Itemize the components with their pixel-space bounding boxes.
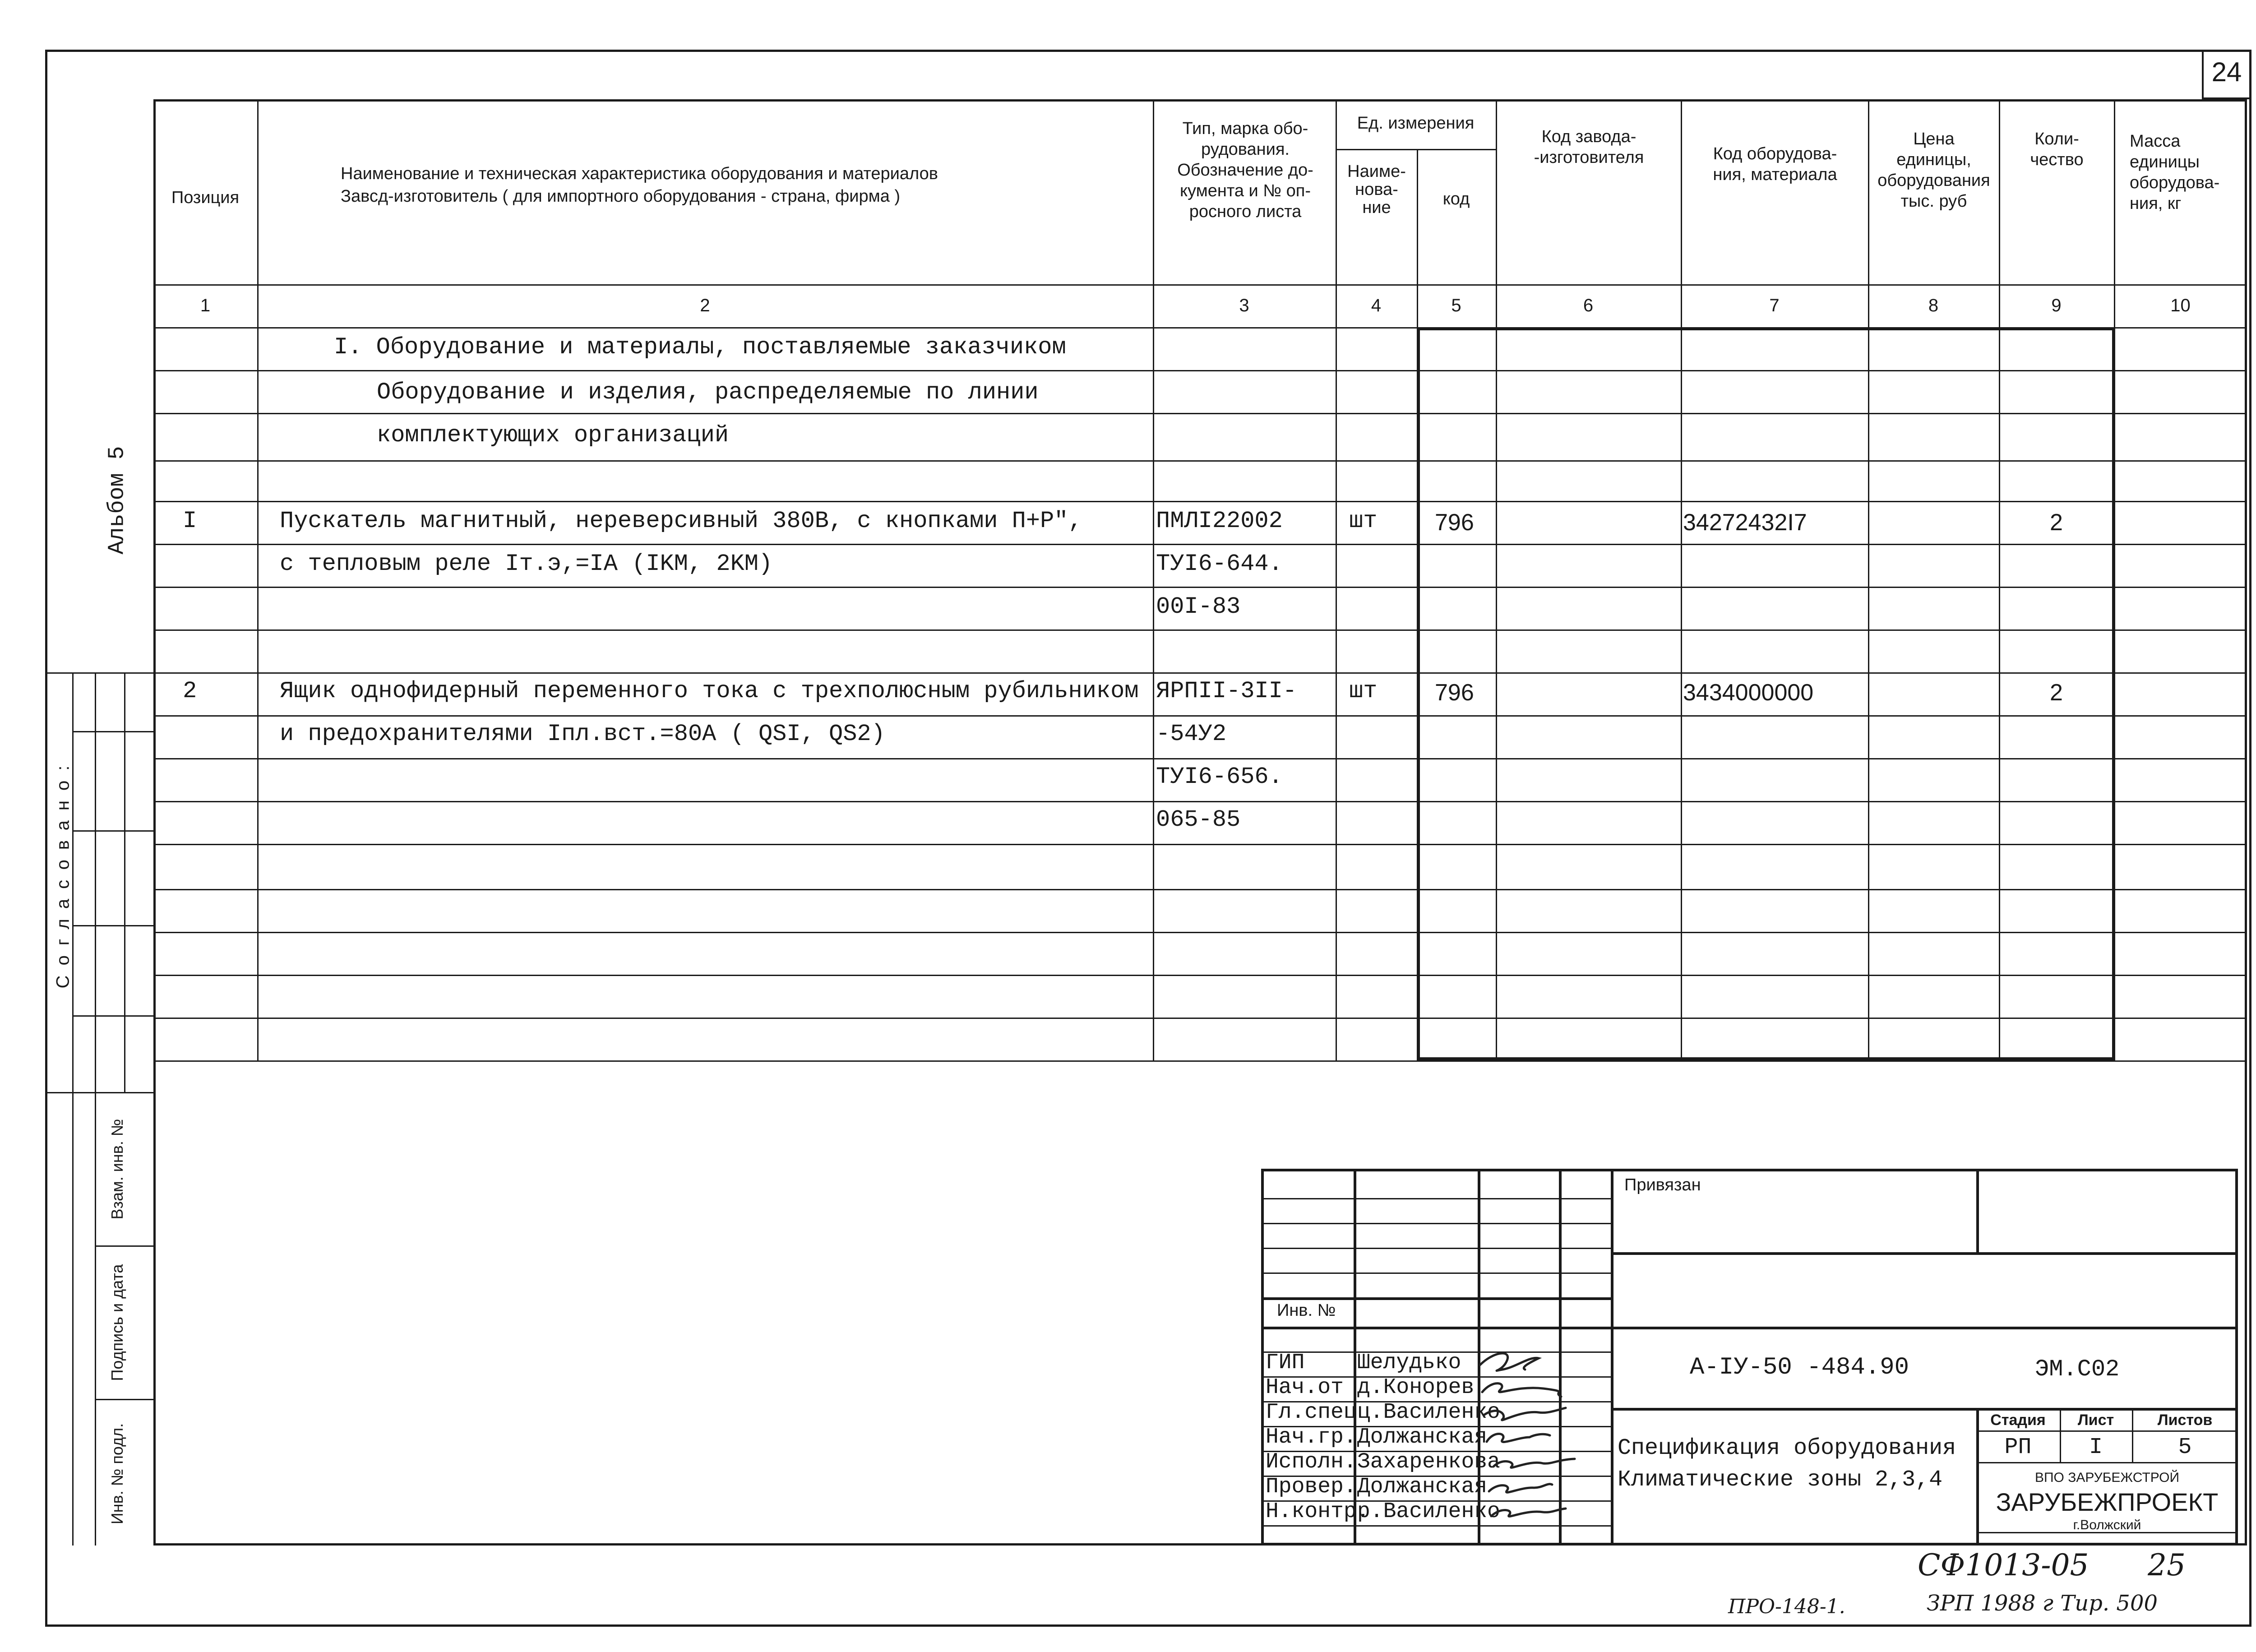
header-mass-line: единицы <box>2130 153 2200 171</box>
header-factory-code-line: Код завода- <box>1541 127 1637 146</box>
section-title: I. Оборудование и материалы, поставляемые заказчиком <box>334 334 1066 361</box>
row-line <box>153 501 2247 502</box>
staff-role: Нач.от <box>1266 1375 1344 1400</box>
row-line <box>153 587 2247 588</box>
col-line <box>1153 99 1154 1060</box>
header-price <box>1869 129 1999 212</box>
margin-divider <box>72 731 153 732</box>
header-equipment-code-line: ния, материала <box>1713 165 1837 184</box>
col-line <box>257 99 259 1060</box>
item-type: ТУI6-656. <box>1156 764 1283 790</box>
item-unit-code: 796 <box>1435 509 1474 536</box>
tb-line <box>1976 1169 1979 1252</box>
margin-line <box>124 672 125 1092</box>
header-unit-code: код <box>1442 190 1470 208</box>
header-unit-name-line: Наиме- <box>1347 162 1406 181</box>
item-type: ПМЛI22002 <box>1156 508 1283 534</box>
item-equipment-code: 34272432I7 <box>1683 509 1807 536</box>
column-number: 9 <box>2051 296 2062 315</box>
sheets-label: Листов <box>2157 1411 2213 1429</box>
agreed-label: Согласовано: <box>53 755 73 989</box>
header-price-line: оборудования <box>1877 171 1990 190</box>
col-line <box>1336 99 1337 1060</box>
section-subtitle: комплектующих организаций <box>377 422 729 449</box>
header-position: Позиция <box>171 188 240 207</box>
section-subtitle: Оборудование и изделия, распределяемые по линии <box>377 379 1039 406</box>
doc-title-line2: Климатические зоны 2,3,4 <box>1618 1467 1943 1493</box>
tb-line <box>1611 1169 1613 1546</box>
header-unit-group: Ед. измерения <box>1357 114 1475 133</box>
row-line <box>153 715 2247 717</box>
row-line <box>153 544 2247 545</box>
row-line <box>153 932 2247 933</box>
inv-orig-label: Инв. № подл. <box>108 1423 126 1525</box>
header-factory-code <box>1497 126 1681 168</box>
margin-divider <box>72 1015 153 1017</box>
sign-date-label: Подпись и дата <box>108 1264 126 1381</box>
item-quantity: 2 <box>2050 509 2063 536</box>
staff-name: р.Василенко <box>1357 1499 1500 1524</box>
row-line <box>153 889 2247 890</box>
item-quantity: 2 <box>2050 680 2063 706</box>
sheet-corner-number: 24 <box>2211 57 2242 87</box>
tb-line <box>1261 1248 1611 1249</box>
archive-page: 25 <box>2148 1548 2186 1583</box>
staff-role: Гл.спец <box>1266 1400 1357 1425</box>
tb-line <box>1976 1462 2238 1463</box>
header-name-line2: Завсд-изготовитель ( для импортного оборудования - страна, фирма ) <box>341 187 901 206</box>
archive-code: СФ1013-05 <box>1918 1548 2089 1583</box>
staff-name: Шелудько <box>1357 1351 1461 1375</box>
doc-code: А-IУ-50 -484.90 <box>1690 1354 1909 1381</box>
header-quantity-line: Коли- <box>2034 130 2079 148</box>
org-main: ЗАРУБЕЖПРОЕКТ <box>1996 1488 2219 1516</box>
org-top: ВПО ЗАРУБЕЖСТРОЙ <box>2034 1470 2180 1485</box>
staff-role: Нач.гр. <box>1266 1425 1357 1449</box>
item-name: с тепловым реле Iт.э,=IA (IKM, 2KM) <box>280 551 773 577</box>
row-line <box>153 370 2247 371</box>
tb-line <box>1261 1198 1611 1199</box>
header-mass-line: Масса <box>2130 132 2181 151</box>
row-line <box>153 975 2247 976</box>
header-equipment-code <box>1682 143 1868 185</box>
tb-line <box>1261 1273 1611 1274</box>
header-price-line: Цена <box>1913 130 1955 148</box>
staff-name: д.Конорев <box>1357 1375 1475 1400</box>
staff-name: Должанская <box>1357 1475 1488 1499</box>
doc-title-line1: Спецификация оборудования <box>1618 1435 1956 1461</box>
column-number: 3 <box>1239 296 1249 315</box>
column-number: 10 <box>2170 296 2191 315</box>
header-name-line1: Наименование и техническая характеристика оборудования и материалов <box>341 164 938 183</box>
header-type-line: рудования. <box>1201 140 1290 159</box>
margin-line <box>153 99 155 1546</box>
print-right: ЗРП 1988 г Тир. 500 <box>1927 1591 2158 1616</box>
header-price-line: единицы, <box>1896 150 1971 169</box>
row-line <box>153 801 2247 802</box>
sheets-value: 5 <box>2178 1435 2192 1460</box>
row-line <box>153 413 2247 414</box>
header-quantity-line: чество <box>2030 150 2084 169</box>
staff-role: Исполн. <box>1266 1450 1357 1474</box>
item-type: 00I-83 <box>1156 593 1241 620</box>
tb-line <box>1261 1297 1611 1300</box>
header-price-line: тыс. руб <box>1900 192 1967 211</box>
replace-inv-label: Взам. инв. № <box>108 1119 126 1220</box>
header-equipment-code-line: Код оборудова- <box>1713 144 1837 163</box>
staff-name: Должанская <box>1357 1425 1488 1449</box>
column-number: 6 <box>1583 296 1594 315</box>
staff-role: ГИП <box>1266 1351 1305 1375</box>
item-position: 2 <box>183 678 197 704</box>
tb-line <box>1261 1327 2238 1329</box>
header-mass-line: ния, кг <box>2130 194 2182 213</box>
header-unit-name <box>1336 162 1417 217</box>
item-type: 065-85 <box>1156 806 1241 833</box>
item-name: Пускатель магнитный, нереверсивный 380В, с кнопками П+Р", <box>280 508 1082 534</box>
margin-line <box>95 672 96 1546</box>
column-number: 7 <box>1769 296 1780 315</box>
bound-label: Привязан <box>1624 1175 1701 1194</box>
header-type-line: Тип, марка обо- <box>1182 119 1308 138</box>
margin-divider <box>72 925 153 926</box>
stage-value: РП <box>2004 1435 2032 1460</box>
item-position: I <box>183 508 197 534</box>
sheet-value: I <box>2089 1435 2103 1460</box>
header-type-line: росного листа <box>1189 202 1302 221</box>
row-line <box>153 758 2247 759</box>
staff-name: ц.Василенко <box>1357 1400 1500 1425</box>
column-number: 4 <box>1371 296 1382 315</box>
staff-role: Н.контр. <box>1266 1499 1370 1524</box>
row-line <box>153 1018 2247 1019</box>
header-factory-code-line: -изготовителя <box>1534 148 1644 167</box>
inv-label: Инв. № <box>1277 1301 1336 1320</box>
row-line <box>153 1060 2247 1062</box>
row-line <box>153 672 2247 674</box>
row-line <box>153 844 2247 845</box>
item-name: Ящик однофидерный переменного тока с трехполюсным рубильником <box>280 678 1139 704</box>
tb-line <box>1611 1408 2238 1411</box>
header-mass <box>2116 131 2247 214</box>
row-line <box>153 460 2247 462</box>
header-type-line: Обозначение до- <box>1177 161 1313 180</box>
column-number: 5 <box>1451 296 1461 315</box>
staff-role: Провер. <box>1266 1475 1357 1499</box>
margin-divider <box>45 672 153 674</box>
header-mass-line: оборудова- <box>2130 173 2220 192</box>
item-type: ТУI6-644. <box>1156 551 1283 577</box>
tb-line <box>1261 1223 1611 1224</box>
margin-divider <box>72 830 153 832</box>
signature <box>1475 1347 1611 1527</box>
column-number: 8 <box>1928 296 1939 315</box>
unit-group-line <box>1336 149 1496 150</box>
tb-line <box>1976 1430 2238 1432</box>
item-unit: шт <box>1349 508 1378 534</box>
sheet-label: Лист <box>2077 1411 2114 1429</box>
item-unit-code: 796 <box>1435 680 1474 706</box>
margin-divider <box>45 1092 153 1093</box>
column-number: 1 <box>200 296 211 315</box>
stage-label: Стадия <box>1990 1411 2046 1429</box>
album-label: Альбом 5 <box>104 446 130 555</box>
item-equipment-code: 3434000000 <box>1683 680 1814 706</box>
print-left: ПРО-148-1. <box>1728 1595 1845 1618</box>
tb-line <box>1611 1252 2238 1255</box>
header-unit-name-line: ние <box>1362 198 1391 217</box>
staff-name: Захаренкова <box>1357 1450 1500 1474</box>
item-unit: шт <box>1349 678 1378 704</box>
header-type-line: кумента и № оп- <box>1179 181 1311 200</box>
row-line <box>153 629 2247 631</box>
item-type: ЯРПII-3II- <box>1156 678 1297 704</box>
item-type: -54У2 <box>1156 721 1227 747</box>
item-name: и предохранителями Iпл.вст.=80A ( QSI, QS2) <box>280 721 885 747</box>
column-number: 2 <box>700 296 710 315</box>
sheet-mark: ЭМ.С02 <box>2035 1356 2120 1383</box>
header-quantity <box>2000 129 2114 170</box>
header-type <box>1155 118 1336 222</box>
header-unit-name-line: нова- <box>1355 180 1398 199</box>
org-city: г.Волжский <box>2073 1518 2141 1532</box>
header-bottom-line <box>153 284 2247 286</box>
